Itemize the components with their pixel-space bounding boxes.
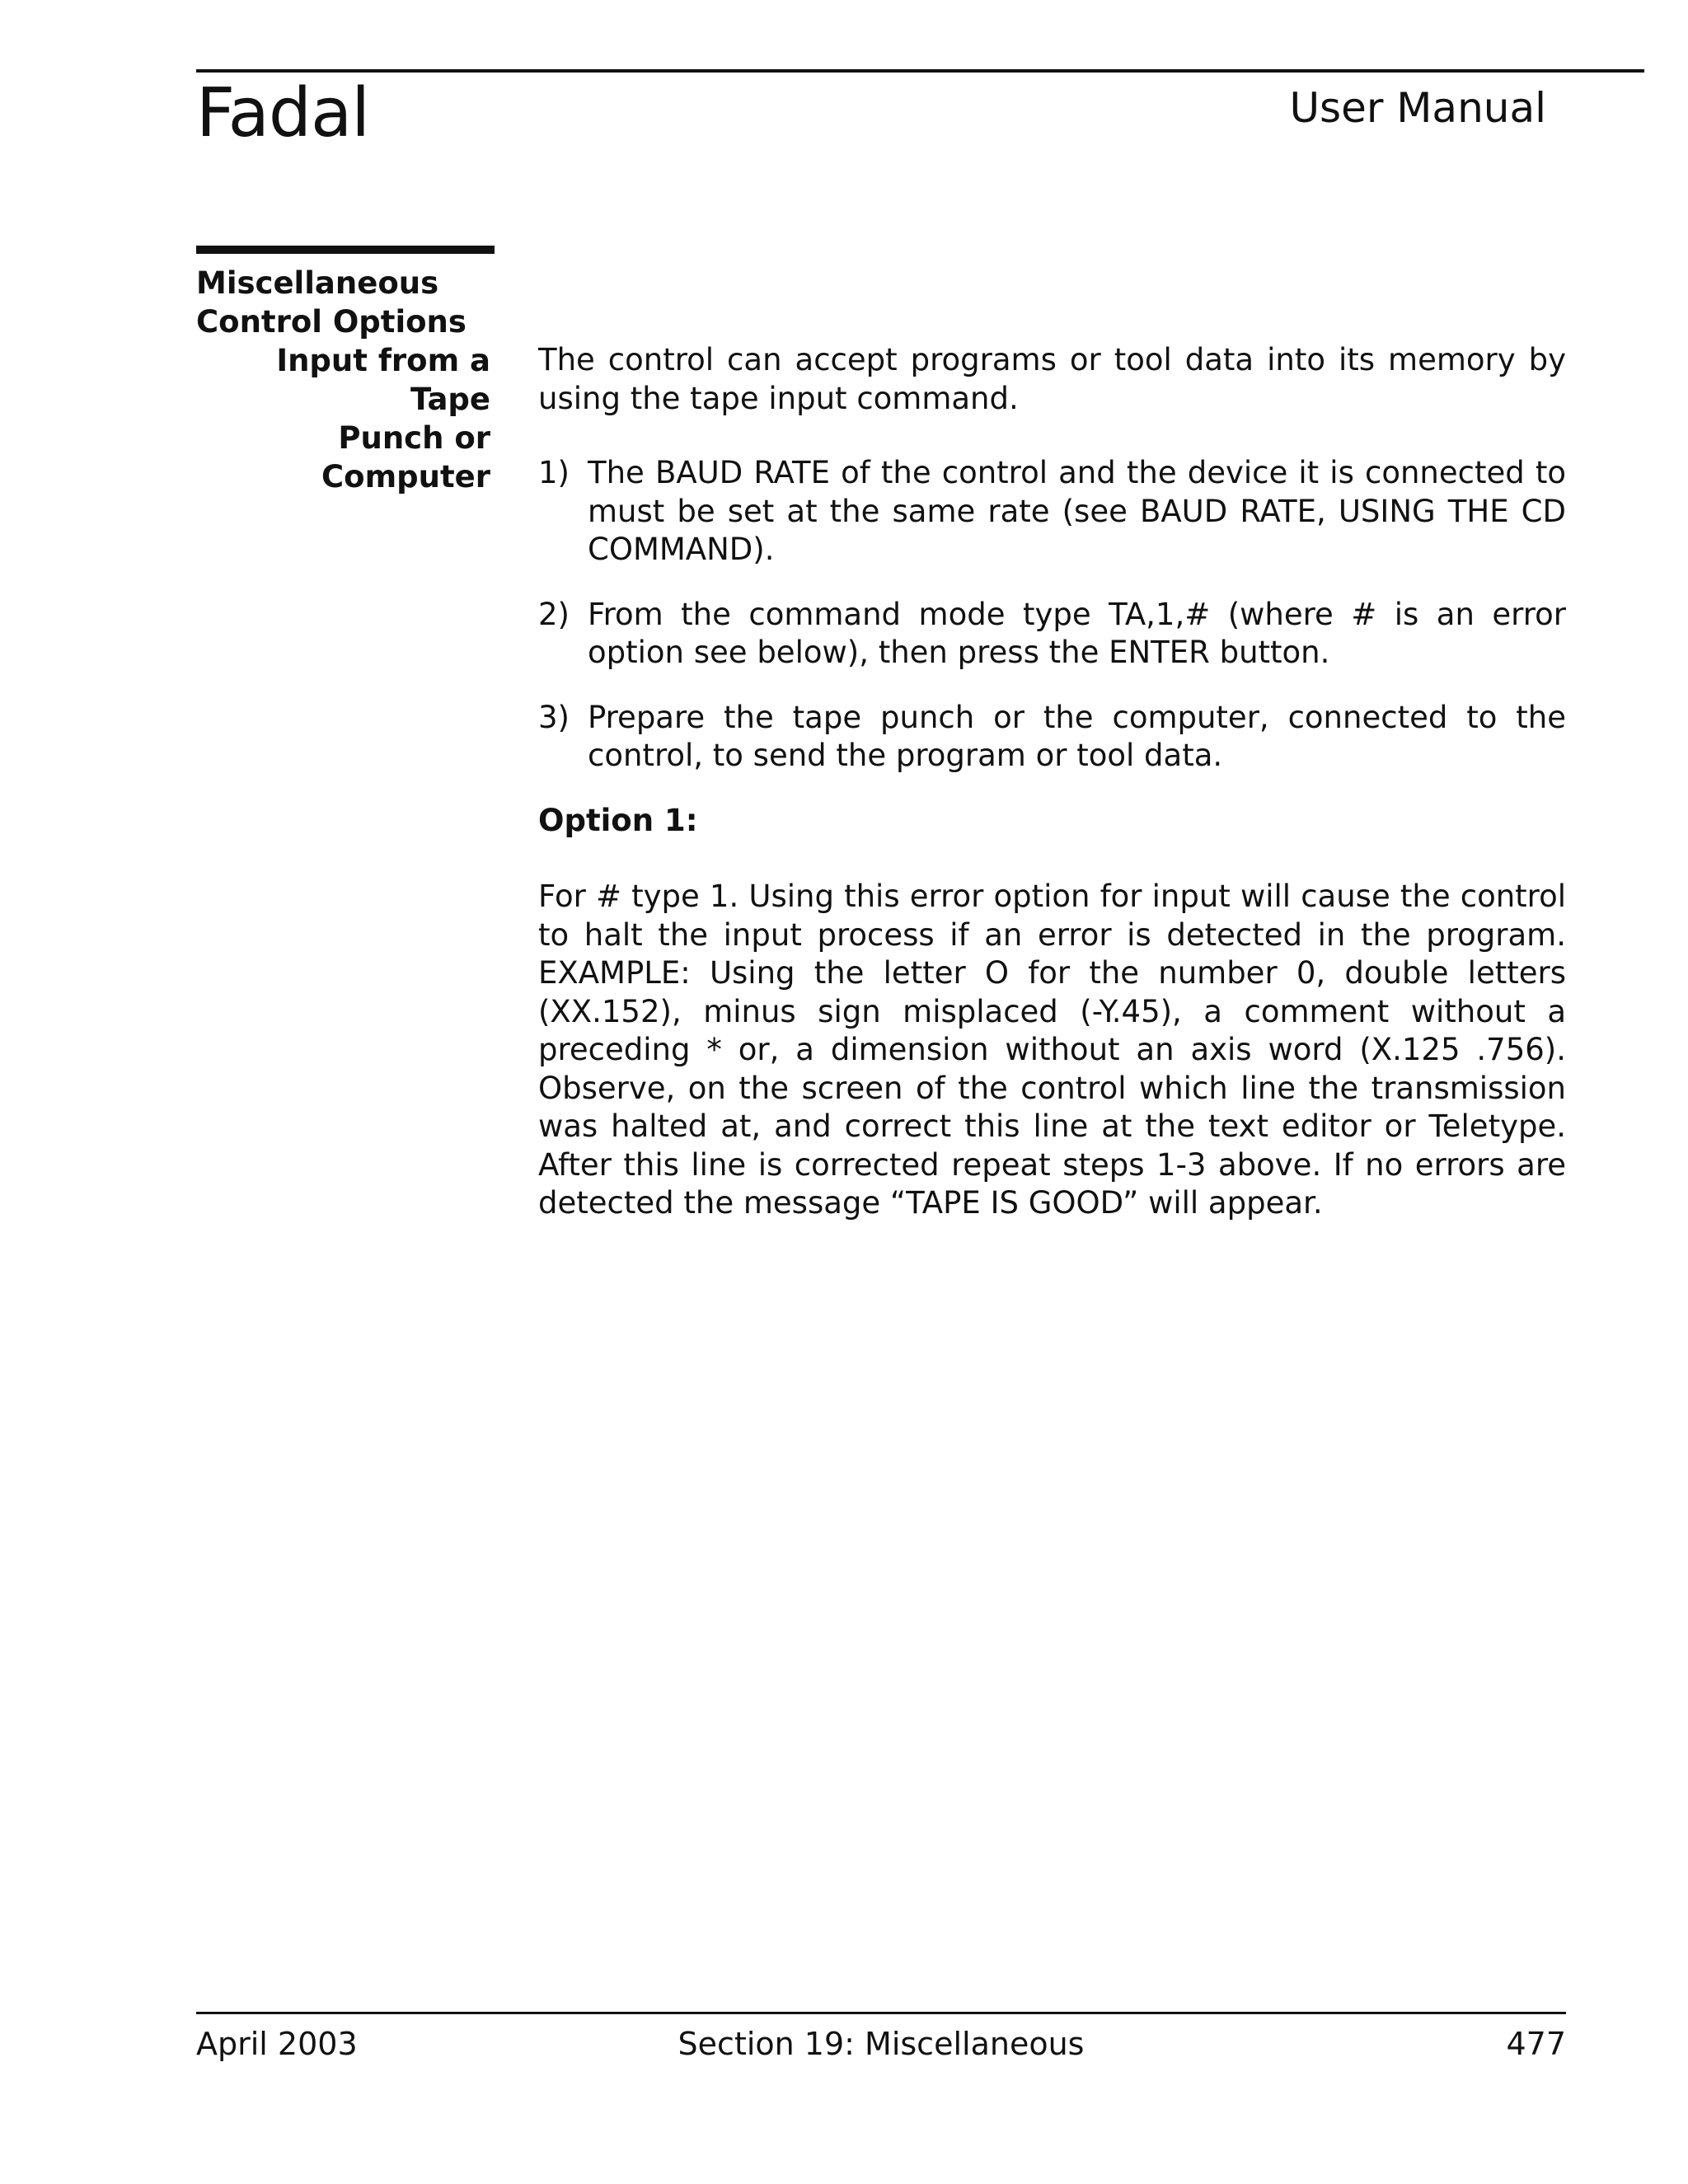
step-text: Prepare the tape punch or the computer, connected to the control, to send the program or tool data.: [588, 699, 1566, 773]
sidebar-subtopic-line: Input from a Tape: [276, 343, 490, 417]
sidebar-category: [196, 264, 495, 341]
step-text: The BAUD RATE of the control and the device it is connected to must be set at the same rate (see BAUD RATE, USING THE CD COMMAND).: [588, 455, 1566, 567]
step-number: 3): [538, 699, 570, 735]
sidebar-subtopic-line: Punch or Computer: [321, 420, 490, 494]
body-content: [538, 341, 1566, 1223]
step-item: [538, 596, 1566, 673]
header-rule: [196, 69, 1644, 73]
step-list: [538, 454, 1566, 776]
sidebar-category-line: Miscellaneous: [196, 265, 439, 301]
option-paragraph: For # type 1. Using this error option for input will cause the control to halt the input process if an error is detected in the program. EXAMPLE: Using the letter O for the number 0, double letters (XX.152), minus sign misplaced (-Y.45), a comment without a preceding * or, a dimension without an axis word (X.125 .756). Observe, on the screen of the control which line the transmission was halted at, and correct this line at the text editor or Teletype. After this line is corrected repeat steps 1-3 above. If no errors are detected the message “TAPE IS GOOD” will appear.: [538, 879, 1566, 1221]
footer-section: Section 19: Miscellaneous: [678, 2026, 1085, 2062]
step-item: [538, 454, 1566, 569]
step-number: 2): [538, 596, 570, 632]
sidebar-rule: [196, 246, 495, 254]
sidebar-subtopic: [196, 341, 490, 496]
footer-date: April 2003: [196, 2026, 358, 2062]
step-text: From the command mode type TA,1,# (where # is an error option see below), then press the ENTER button.: [588, 596, 1566, 670]
document-title: User Manual: [1289, 84, 1546, 132]
option-heading: Option 1:: [538, 802, 698, 838]
sidebar-category-line: Control Options: [196, 304, 467, 340]
footer-rule: [196, 2012, 1566, 2014]
page-number: 477: [1506, 2026, 1566, 2062]
step-number: 1): [538, 455, 570, 490]
brand-name: Fadal: [196, 74, 369, 152]
intro-paragraph: The control can accept programs or tool data into its memory by using the tape input command.: [538, 342, 1566, 416]
step-item: [538, 699, 1566, 776]
